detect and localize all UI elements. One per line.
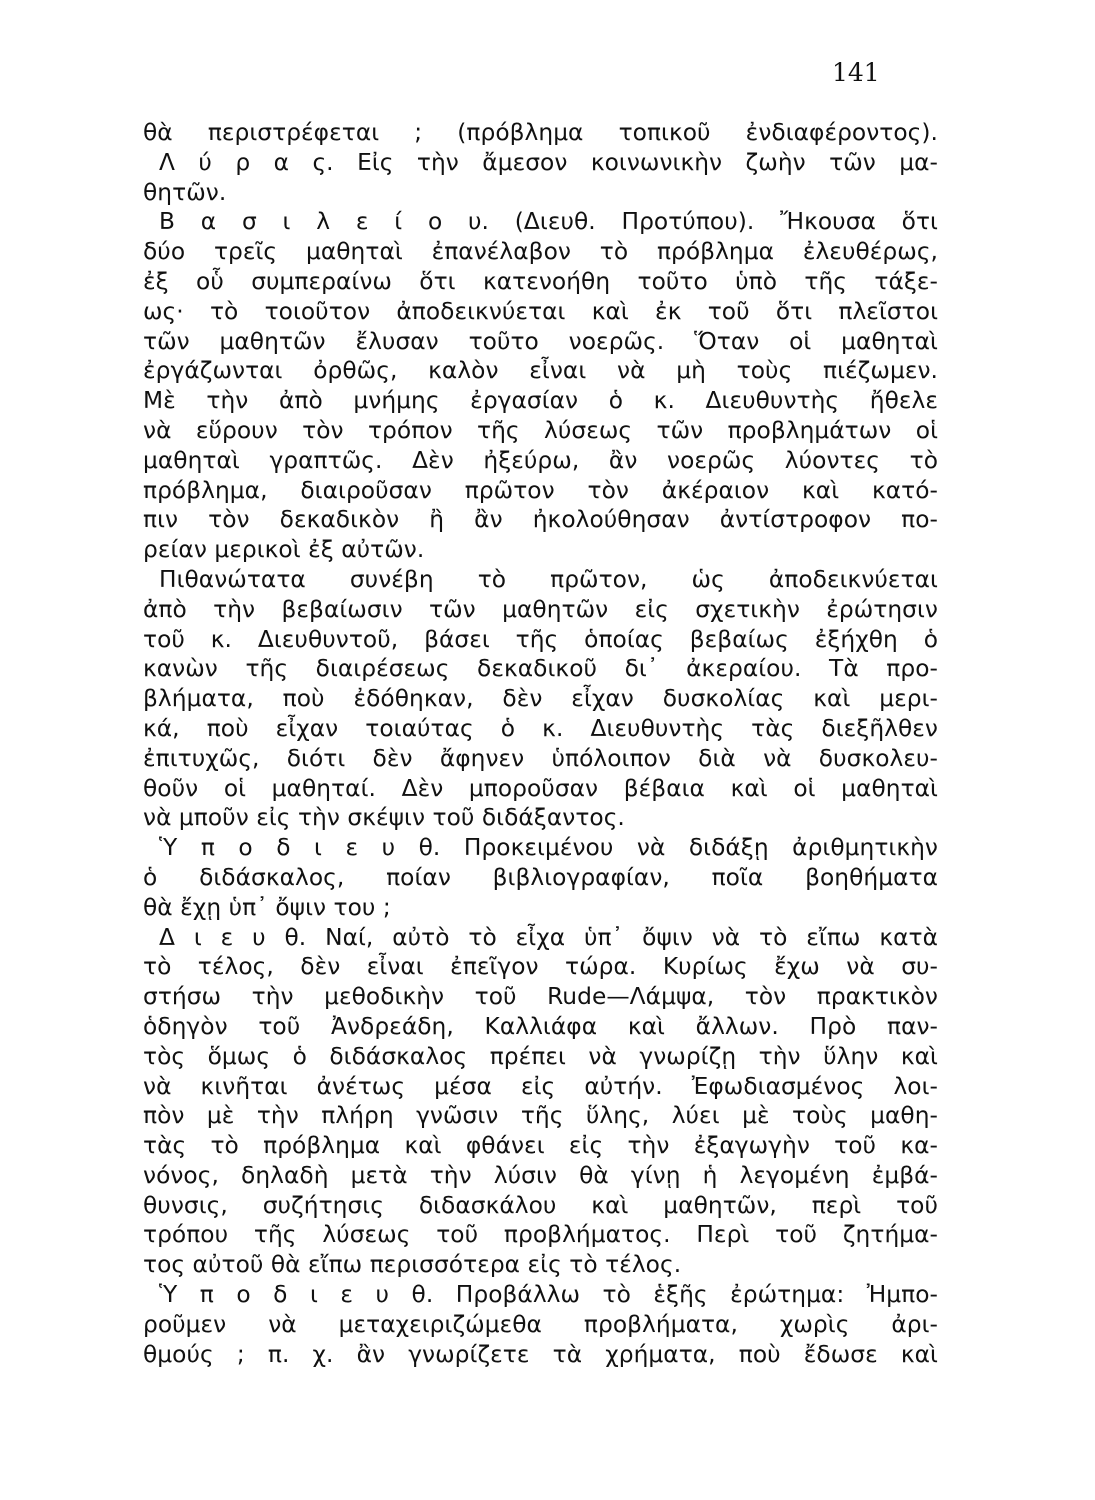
text-line: Πιθανώτατα συνέβη τὸ πρῶτον, ὡς ἀποδεικνύεται <box>159 565 938 593</box>
text-line: θμούς ; π. χ. ἂν γνωρίζετε τὰ χρήματα, ποὺ ἔδωσε καὶ <box>143 1340 938 1368</box>
text-line: θητῶν. <box>143 178 227 206</box>
text-line: θὰ περιστρέφεται ; (πρόβλημα τοπικοῦ ἐνδιαφέροντος). <box>143 119 938 146</box>
text-line: Β α σ ι λ ε ί ο υ. (Διευθ. Προτύπου). Ἤκουσα ὅτι <box>159 208 938 236</box>
text-line: τὸ τέλος, δὲν εἶναι ἐπεῖγον τώρα. Κυρίως ἔχω νὰ συ- <box>143 953 938 981</box>
text-line: τος αὐτοῦ θὰ εἴπω περισσότερα εἰς τὸ τέλος. <box>143 1251 682 1279</box>
text-line: κά, ποὺ εἶχαν τοιαύτας ὁ κ. Διευθυντὴς τὰς διεξῆλθεν <box>143 714 938 742</box>
text-line: τὸς ὅμως ὁ διδάσκαλος πρέπει νὰ γνωρίζῃ τὴν ὕλην καὶ <box>143 1042 938 1070</box>
text-line: Μὲ τὴν ἀπὸ μνήμης ἐργασίαν ὁ κ. Διευθυντὴς ἤθελε <box>143 387 938 415</box>
text-line: ἐπιτυχῶς, διότι δὲν ἄφηνεν ὑπόλοιπον διὰ νὰ δυσκολευ- <box>143 744 938 772</box>
text-line: τοῦ κ. Διευθυντοῦ, βάσει τῆς ὁποίας βεβαίως ἐξήχθη ὁ <box>143 625 938 653</box>
text-line: κανὼν τῆς διαιρέσεως δεκαδικοῦ δι᾽ ἀκεραίου. Τὰ προ- <box>143 655 938 683</box>
text-line: ὁδηγὸν τοῦ Ἀνδρεάδη, Καλλιάφα καὶ ἄλλων. Πρὸ παν- <box>143 1012 938 1040</box>
text-line: τρόπου τῆς λύσεως τοῦ προβλήματος. Περὶ τοῦ ζητήμα- <box>143 1221 938 1249</box>
page-body-text <box>143 118 938 1369</box>
text-line: ὁ διδάσκαλος, ποίαν βιβλιογραφίαν, ποῖα βοηθήματα <box>143 863 938 891</box>
text-line: ἐξ οὗ συμπεραίνω ὅτι κατενοήθη τοῦτο ὑπὸ τῆς τάξε- <box>143 267 938 295</box>
text-line: πιν τὸν δεκαδικὸν ἢ ἂν ἠκολούθησαν ἀντίστροφον πο- <box>143 506 938 534</box>
text-line: Δ ι ε υ θ. Ναί, αὐτὸ τὸ εἶχα ὑπ᾽ ὄψιν νὰ τὸ εἴπω κατὰ <box>159 923 938 951</box>
text-line: Ὑ π ο δ ι ε υ θ. Προκειμένου νὰ διδάξῃ ἀριθμητικὴν <box>159 834 938 862</box>
page-number: 141 <box>832 58 880 87</box>
text-line: Ὑ π ο δ ι ε υ θ. Προβάλλω τὸ ἑξῆς ἐρώτημα: Ἠμπο- <box>159 1281 938 1309</box>
text-line: ἐργάζωνται ὀρθῶς, καλὸν εἶναι νὰ μὴ τοὺς πιέζωμεν. <box>143 357 938 385</box>
text-line: στήσω τὴν μεθοδικὴν τοῦ Rude—Λάμψα, τὸν πρακτικὸν <box>143 983 938 1011</box>
text-line: νὰ εὕρουν τὸν τρόπον τῆς λύσεως τῶν προβλημάτων οἱ <box>143 416 938 444</box>
text-line: θυνσις, συζήτησις διδασκάλου καὶ μαθητῶν, περὶ τοῦ <box>143 1191 938 1219</box>
text-line: τὰς τὸ πρόβλημα καὶ φθάνει εἰς τὴν ἐξαγωγὴν τοῦ κα- <box>143 1132 938 1160</box>
text-line: βλήματα, ποὺ ἐδόθηκαν, δὲν εἶχαν δυσκολίας καὶ μερι- <box>143 685 938 713</box>
text-line: νὰ μποῦν εἰς τὴν σκέψιν τοῦ διδάξαντος. <box>143 804 625 832</box>
text-line: ἀπὸ τὴν βεβαίωσιν τῶν μαθητῶν εἰς σχετικὴν ἐρώτησιν <box>143 595 938 623</box>
text-line: θὰ ἔχῃ ὑπ᾽ ὄψιν του ; <box>143 893 391 921</box>
text-line: πρόβλημα, διαιροῦσαν πρῶτον τὸν ἀκέραιον καὶ κατό- <box>143 476 938 504</box>
text-line: θοῦν οἱ μαθηταί. Δὲν μποροῦσαν βέβαια καὶ οἱ μαθηταὶ <box>143 774 938 802</box>
text-line: ως· τὸ τοιοῦτον ἀποδεικνύεται καὶ ἐκ τοῦ ὅτι πλεῖστοι <box>143 297 938 325</box>
text-line: πὸν μὲ τὴν πλήρη γνῶσιν τῆς ὕλης, λύει μὲ τοὺς μαθη- <box>143 1102 938 1130</box>
text-line: νόνος, δηλαδὴ μετὰ τὴν λύσιν θὰ γίνῃ ἡ λεγομένη ἐμβά- <box>143 1161 938 1189</box>
text-line: ροῦμεν νὰ μεταχειριζώμεθα προβλήματα, χωρὶς ἀρι- <box>143 1310 938 1338</box>
text-line: τῶν μαθητῶν ἔλυσαν τοῦτο νοερῶς. Ὅταν οἱ μαθηταὶ <box>143 327 938 355</box>
text-line: δύο τρεῖς μαθηταὶ ἐπανέλαβον τὸ πρόβλημα ἐλευθέρως, <box>143 238 938 266</box>
text-line: νὰ κινῆται ἀνέτως μέσα εἰς αὐτήν. Ἐφωδιασμένος λοι- <box>143 1072 938 1100</box>
text-line: μαθηταὶ γραπτῶς. Δὲν ἠξεύρω, ἂν νοερῶς λύοντες τὸ <box>143 446 938 474</box>
text-line: Λ ύ ρ α ς. Εἰς τὴν ἄμεσον κοινωνικὴν ζωὴν τῶν μα- <box>159 148 938 176</box>
text-line: ρείαν μερικοὶ ἐξ αὐτῶν. <box>143 536 425 564</box>
